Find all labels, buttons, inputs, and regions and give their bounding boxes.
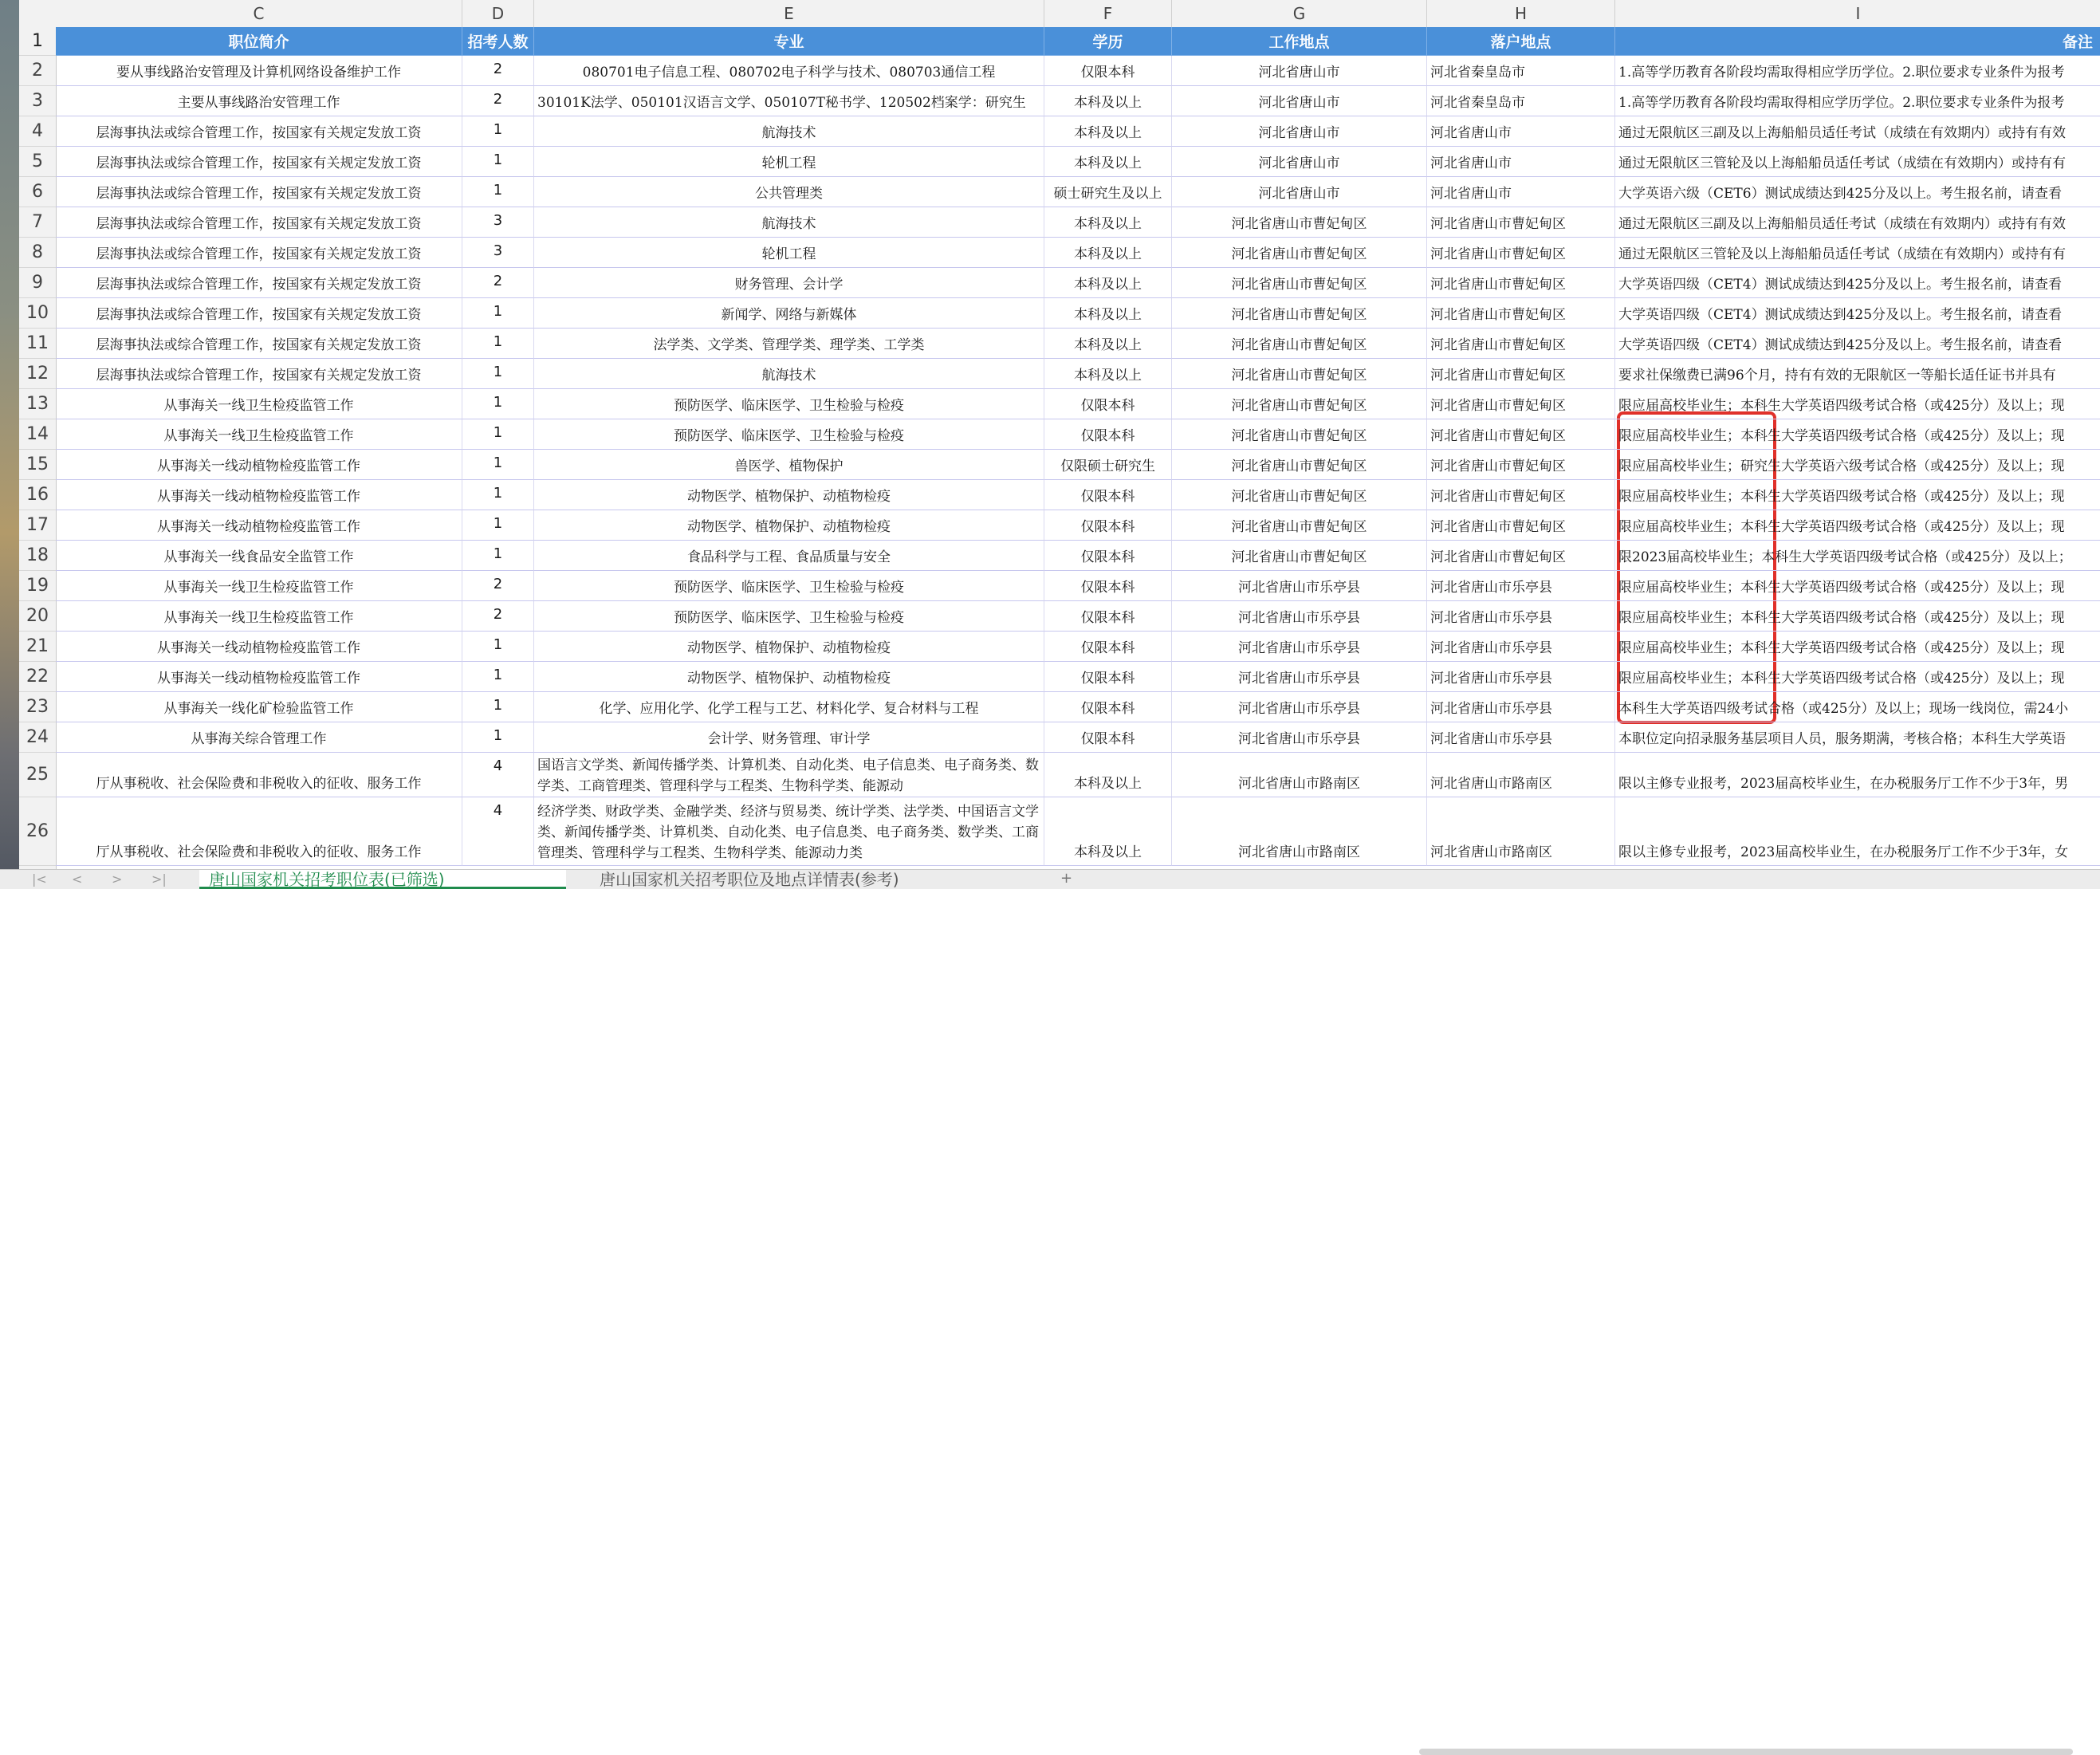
cell-i-row-7[interactable]: 通过无限航区三副及以上海船船员适任考试（成绩在有效期内）或持有有效 xyxy=(1615,207,2100,238)
cell-i-row-8[interactable]: 通过无限航区三管轮及以上海船船员适任考试（成绩在有效期内）或持有有 xyxy=(1615,238,2100,268)
cell-f-row-20[interactable]: 仅限本科 xyxy=(1044,601,1172,632)
cell-e-row-16[interactable]: 动物医学、植物保护、动植物检疫 xyxy=(534,480,1044,510)
cell-f-row-25[interactable]: 本科及以上 xyxy=(1044,753,1172,797)
spreadsheet xyxy=(19,0,2100,869)
row-number[interactable]: 25 xyxy=(19,753,56,797)
cell-i-row-22[interactable]: 限应届高校毕业生；本科生大学英语四级考试合格（或425分）及以上；现 xyxy=(1615,662,2100,692)
cell-d-row-4[interactable]: 1 xyxy=(462,116,534,147)
cell-g-row-19[interactable]: 河北省唐山市乐亭县 xyxy=(1172,571,1427,601)
column-letter-i[interactable]: I xyxy=(1615,0,2100,27)
cell-h-row-25[interactable]: 河北省唐山市路南区 xyxy=(1427,753,1615,797)
cell-e-row-22[interactable]: 动物医学、植物保护、动植物检疫 xyxy=(534,662,1044,692)
cell-c-row-5[interactable]: 层海事执法或综合管理工作，按国家有关规定发放工资 xyxy=(56,147,462,177)
cell-g-row-2[interactable]: 河北省唐山市 xyxy=(1172,56,1427,86)
row-number[interactable]: 13 xyxy=(19,389,56,419)
cell-g-row-24[interactable]: 河北省唐山市乐亭县 xyxy=(1172,722,1427,753)
cell-e-row-4[interactable]: 航海技术 xyxy=(534,116,1044,147)
cell-f-row-17[interactable]: 仅限本科 xyxy=(1044,510,1172,541)
cell-i-row-11[interactable]: 大学英语四级（CET4）测试成绩达到425分及以上。考生报名前，请查看 xyxy=(1615,329,2100,359)
cell-e-row-5[interactable]: 轮机工程 xyxy=(534,147,1044,177)
cell-f-row-22[interactable]: 仅限本科 xyxy=(1044,662,1172,692)
cell-d-row-10[interactable]: 1 xyxy=(462,298,534,329)
cell-h-row-4[interactable]: 河北省唐山市 xyxy=(1427,116,1615,147)
row-number[interactable]: 23 xyxy=(19,692,56,722)
cell-f-row-4[interactable]: 本科及以上 xyxy=(1044,116,1172,147)
cell-f-row-2[interactable]: 仅限本科 xyxy=(1044,56,1172,86)
header-cell-d[interactable]: 招考人数 xyxy=(462,27,534,56)
row-number-gutter xyxy=(19,27,57,869)
cell-c-row-7[interactable]: 层海事执法或综合管理工作，按国家有关规定发放工资 xyxy=(56,207,462,238)
cell-d-row-2[interactable]: 2 xyxy=(462,56,534,86)
cell-g-row-9[interactable]: 河北省唐山市曹妃甸区 xyxy=(1172,268,1427,298)
cell-c-row-25[interactable]: 厅从事税收、社会保险费和非税收入的征收、服务工作 xyxy=(56,753,462,797)
cell-c-row-13[interactable]: 从事海关一线卫生检疫监管工作 xyxy=(56,389,462,419)
cell-c-row-10[interactable]: 层海事执法或综合管理工作，按国家有关规定发放工资 xyxy=(56,298,462,329)
desktop-background xyxy=(0,0,19,888)
cell-h-row-11[interactable]: 河北省唐山市曹妃甸区 xyxy=(1427,329,1615,359)
cell-g-row-10[interactable]: 河北省唐山市曹妃甸区 xyxy=(1172,298,1427,329)
cell-e-row-18[interactable]: 食品科学与工程、食品质量与安全 xyxy=(534,541,1044,571)
cell-d-row-18[interactable]: 1 xyxy=(462,541,534,571)
column-header-bar xyxy=(19,0,2100,28)
cell-c-row-14[interactable]: 从事海关一线卫生检疫监管工作 xyxy=(56,419,462,450)
cell-h-row-12[interactable]: 河北省唐山市曹妃甸区 xyxy=(1427,359,1615,389)
cell-e-row-10[interactable]: 新闻学、网络与新媒体 xyxy=(534,298,1044,329)
cell-c-row-12[interactable]: 层海事执法或综合管理工作，按国家有关规定发放工资 xyxy=(56,359,462,389)
cell-e-row-15[interactable]: 兽医学、植物保护 xyxy=(534,450,1044,480)
cell-c-row-3[interactable]: 主要从事线路治安管理工作 xyxy=(56,86,462,116)
cell-c-row-21[interactable]: 从事海关一线动植物检疫监管工作 xyxy=(56,632,462,662)
cell-i-row-25[interactable]: 限以主修专业报考，2023届高校毕业生，在办税服务厅工作不少于3年，男 xyxy=(1615,753,2100,797)
cell-i-row-13[interactable]: 限应届高校毕业生；本科生大学英语四级考试合格（或425分）及以上；现 xyxy=(1615,389,2100,419)
cell-i-row-24[interactable]: 本职位定向招录服务基层项目人员，服务期满，考核合格；本科生大学英语 xyxy=(1615,722,2100,753)
cell-f-row-16[interactable]: 仅限本科 xyxy=(1044,480,1172,510)
cell-c-row-22[interactable]: 从事海关一线动植物检疫监管工作 xyxy=(56,662,462,692)
cell-g-row-26[interactable]: 河北省唐山市路南区 xyxy=(1172,797,1427,866)
row-number[interactable]: 24 xyxy=(19,722,56,753)
sheet-tab-active[interactable]: 唐山国家机关招考职位表(已筛选) xyxy=(199,870,566,889)
cell-i-row-4[interactable]: 通过无限航区三副及以上海船船员适任考试（成绩在有效期内）或持有有效 xyxy=(1615,116,2100,147)
cell-d-row-25[interactable]: 4 xyxy=(462,753,534,797)
cell-c-row-20[interactable]: 从事海关一线卫生检疫监管工作 xyxy=(56,601,462,632)
cell-c-row-2[interactable]: 要从事线路治安管理及计算机网络设备维护工作 xyxy=(56,56,462,86)
row-number[interactable]: 17 xyxy=(19,510,56,541)
cell-e-row-2[interactable]: 080701电子信息工程、080702电子科学与技术、080703通信工程 xyxy=(534,56,1044,86)
cell-f-row-19[interactable]: 仅限本科 xyxy=(1044,571,1172,601)
cell-c-row-23[interactable]: 从事海关一线化矿检验监管工作 xyxy=(56,692,462,722)
next-sheet-arrow-icon[interactable]: > xyxy=(112,872,123,887)
cell-c-row-26[interactable]: 厅从事税收、社会保险费和非税收入的征收、服务工作 xyxy=(56,797,462,866)
cell-d-row-17[interactable]: 1 xyxy=(462,510,534,541)
cell-e-row-20[interactable]: 预防医学、临床医学、卫生检验与检疫 xyxy=(534,601,1044,632)
cell-c-row-4[interactable]: 层海事执法或综合管理工作，按国家有关规定发放工资 xyxy=(56,116,462,147)
cell-d-row-6[interactable]: 1 xyxy=(462,177,534,207)
cell-h-row-9[interactable]: 河北省唐山市曹妃甸区 xyxy=(1427,268,1615,298)
cell-f-row-23[interactable]: 仅限本科 xyxy=(1044,692,1172,722)
cell-f-row-18[interactable]: 仅限本科 xyxy=(1044,541,1172,571)
cell-c-row-16[interactable]: 从事海关一线动植物检疫监管工作 xyxy=(56,480,462,510)
cell-i-row-12[interactable]: 要求社保缴费已满96个月，持有有效的无限航区一等船长适任证书并具有 xyxy=(1615,359,2100,389)
cell-d-row-15[interactable]: 1 xyxy=(462,450,534,480)
row-number[interactable]: 22 xyxy=(19,662,56,692)
cell-e-row-17[interactable]: 动物医学、植物保护、动植物检疫 xyxy=(534,510,1044,541)
first-sheet-arrow-icon[interactable]: |< xyxy=(32,872,47,887)
cell-g-row-11[interactable]: 河北省唐山市曹妃甸区 xyxy=(1172,329,1427,359)
header-cell-c[interactable]: 职位简介 xyxy=(56,27,462,56)
cell-i-row-19[interactable]: 限应届高校毕业生；本科生大学英语四级考试合格（或425分）及以上；现 xyxy=(1615,571,2100,601)
cell-f-row-11[interactable]: 本科及以上 xyxy=(1044,329,1172,359)
column-letter-e[interactable]: E xyxy=(534,0,1044,27)
cell-i-row-14[interactable]: 限应届高校毕业生；本科生大学英语四级考试合格（或425分）及以上；现 xyxy=(1615,419,2100,450)
cell-g-row-15[interactable]: 河北省唐山市曹妃甸区 xyxy=(1172,450,1427,480)
cell-h-row-5[interactable]: 河北省唐山市 xyxy=(1427,147,1615,177)
cell-g-row-14[interactable]: 河北省唐山市曹妃甸区 xyxy=(1172,419,1427,450)
cell-g-row-8[interactable]: 河北省唐山市曹妃甸区 xyxy=(1172,238,1427,268)
cell-d-row-23[interactable]: 1 xyxy=(462,692,534,722)
row-number[interactable]: 7 xyxy=(19,207,56,238)
last-sheet-arrow-icon[interactable]: >| xyxy=(151,872,167,887)
cell-h-row-22[interactable]: 河北省唐山市乐亭县 xyxy=(1427,662,1615,692)
prev-sheet-arrow-icon[interactable]: < xyxy=(72,872,83,887)
cell-g-row-6[interactable]: 河北省唐山市 xyxy=(1172,177,1427,207)
row-number[interactable]: 1 xyxy=(19,27,56,56)
cell-i-row-6[interactable]: 大学英语六级（CET6）测试成绩达到425分及以上。考生报名前，请查看 xyxy=(1615,177,2100,207)
cell-g-row-5[interactable]: 河北省唐山市 xyxy=(1172,147,1427,177)
cell-e-row-8[interactable]: 轮机工程 xyxy=(534,238,1044,268)
cell-i-row-23[interactable]: 本科生大学英语四级考试合格（或425分）及以上；现场一线岗位，需24小 xyxy=(1615,692,2100,722)
cell-c-row-8[interactable]: 层海事执法或综合管理工作，按国家有关规定发放工资 xyxy=(56,238,462,268)
cell-e-row-3[interactable]: 30101K法学、050101汉语言文学、050107T秘书学、120502档案学：研究生 xyxy=(534,86,1044,116)
cell-h-row-6[interactable]: 河北省唐山市 xyxy=(1427,177,1615,207)
cell-d-row-13[interactable]: 1 xyxy=(462,389,534,419)
cell-grid xyxy=(56,27,2100,869)
cell-g-row-3[interactable]: 河北省唐山市 xyxy=(1172,86,1427,116)
row-number[interactable]: 20 xyxy=(19,601,56,632)
cell-f-row-10[interactable]: 本科及以上 xyxy=(1044,298,1172,329)
row-number[interactable]: 11 xyxy=(19,329,56,359)
column-letter-h[interactable]: H xyxy=(1427,0,1615,27)
sheet-tab-bar xyxy=(0,869,2100,889)
header-cell-e[interactable]: 专业 xyxy=(534,27,1044,56)
cell-h-row-7[interactable]: 河北省唐山市曹妃甸区 xyxy=(1427,207,1615,238)
cell-f-row-26[interactable]: 本科及以上 xyxy=(1044,797,1172,866)
cell-i-row-9[interactable]: 大学英语四级（CET4）测试成绩达到425分及以上。考生报名前，请查看 xyxy=(1615,268,2100,298)
row-number[interactable]: 12 xyxy=(19,359,56,389)
cell-i-row-17[interactable]: 限应届高校毕业生；本科生大学英语四级考试合格（或425分）及以上；现 xyxy=(1615,510,2100,541)
cell-g-row-20[interactable]: 河北省唐山市乐亭县 xyxy=(1172,601,1427,632)
row-number[interactable]: 8 xyxy=(19,238,56,268)
cell-d-row-21[interactable]: 1 xyxy=(462,632,534,662)
cell-i-row-20[interactable]: 限应届高校毕业生；本科生大学英语四级考试合格（或425分）及以上；现 xyxy=(1615,601,2100,632)
cell-f-row-24[interactable]: 仅限本科 xyxy=(1044,722,1172,753)
cell-e-row-14[interactable]: 预防医学、临床医学、卫生检验与检疫 xyxy=(534,419,1044,450)
cell-g-row-12[interactable]: 河北省唐山市曹妃甸区 xyxy=(1172,359,1427,389)
cell-i-row-21[interactable]: 限应届高校毕业生；本科生大学英语四级考试合格（或425分）及以上；现 xyxy=(1615,632,2100,662)
cell-f-row-13[interactable]: 仅限本科 xyxy=(1044,389,1172,419)
row-number[interactable]: 9 xyxy=(19,268,56,298)
cell-d-row-8[interactable]: 3 xyxy=(462,238,534,268)
cell-e-row-6[interactable]: 公共管理类 xyxy=(534,177,1044,207)
cell-d-row-3[interactable]: 2 xyxy=(462,86,534,116)
column-letter-c[interactable]: C xyxy=(56,0,462,27)
cell-c-row-24[interactable]: 从事海关综合管理工作 xyxy=(56,722,462,753)
cell-g-row-7[interactable]: 河北省唐山市曹妃甸区 xyxy=(1172,207,1427,238)
column-letter-d[interactable]: D xyxy=(462,0,534,27)
cell-c-row-6[interactable]: 层海事执法或综合管理工作，按国家有关规定发放工资 xyxy=(56,177,462,207)
cell-g-row-21[interactable]: 河北省唐山市乐亭县 xyxy=(1172,632,1427,662)
cell-d-row-7[interactable]: 3 xyxy=(462,207,534,238)
cell-e-row-11[interactable]: 法学类、文学类、管理学类、理学类、工学类 xyxy=(534,329,1044,359)
cell-g-row-18[interactable]: 河北省唐山市曹妃甸区 xyxy=(1172,541,1427,571)
column-letter-f[interactable]: F xyxy=(1044,0,1172,27)
cell-d-row-11[interactable]: 1 xyxy=(462,329,534,359)
cell-e-row-12[interactable]: 航海技术 xyxy=(534,359,1044,389)
cell-d-row-9[interactable]: 2 xyxy=(462,268,534,298)
row-number[interactable]: 19 xyxy=(19,571,56,601)
cell-f-row-3[interactable]: 本科及以上 xyxy=(1044,86,1172,116)
header-cell-g[interactable]: 工作地点 xyxy=(1172,27,1427,56)
row-number[interactable]: 4 xyxy=(19,116,56,147)
cell-g-row-22[interactable]: 河北省唐山市乐亭县 xyxy=(1172,662,1427,692)
cell-e-row-23[interactable]: 化学、应用化学、化学工程与工艺、材料化学、复合材料与工程 xyxy=(534,692,1044,722)
cell-h-row-20[interactable]: 河北省唐山市乐亭县 xyxy=(1427,601,1615,632)
cell-h-row-13[interactable]: 河北省唐山市曹妃甸区 xyxy=(1427,389,1615,419)
cell-f-row-6[interactable]: 硕士研究生及以上 xyxy=(1044,177,1172,207)
cell-e-row-24[interactable]: 会计学、财务管理、审计学 xyxy=(534,722,1044,753)
row-number[interactable]: 2 xyxy=(19,56,56,86)
cell-d-row-24[interactable]: 1 xyxy=(462,722,534,753)
cell-d-row-12[interactable]: 1 xyxy=(462,359,534,389)
cell-e-row-13[interactable]: 预防医学、临床医学、卫生检验与检疫 xyxy=(534,389,1044,419)
cell-g-row-4[interactable]: 河北省唐山市 xyxy=(1172,116,1427,147)
header-cell-f[interactable]: 学历 xyxy=(1044,27,1172,56)
row-number[interactable]: 16 xyxy=(19,480,56,510)
cell-h-row-8[interactable]: 河北省唐山市曹妃甸区 xyxy=(1427,238,1615,268)
cell-e-row-26[interactable]: 经济学类、财政学类、金融学类、经济与贸易类、统计学类、法学类、中国语言文学类、新闻传播学类、计算机类、自动化类、电子信息类、电子商务类、数学类、工商管理类、管理科学与工程类、生物科学类、能源动力类 xyxy=(534,797,1044,866)
cell-e-row-19[interactable]: 预防医学、临床医学、卫生检验与检疫 xyxy=(534,571,1044,601)
cell-i-row-15[interactable]: 限应届高校毕业生；研究生大学英语六级考试合格（或425分）及以上；现 xyxy=(1615,450,2100,480)
cell-g-row-25[interactable]: 河北省唐山市路南区 xyxy=(1172,753,1427,797)
cell-f-row-8[interactable]: 本科及以上 xyxy=(1044,238,1172,268)
cell-e-row-9[interactable]: 财务管理、会计学 xyxy=(534,268,1044,298)
cell-h-row-14[interactable]: 河北省唐山市曹妃甸区 xyxy=(1427,419,1615,450)
cell-e-row-7[interactable]: 航海技术 xyxy=(534,207,1044,238)
cell-d-row-26[interactable]: 4 xyxy=(462,797,534,866)
cell-h-row-19[interactable]: 河北省唐山市乐亭县 xyxy=(1427,571,1615,601)
cell-f-row-14[interactable]: 仅限本科 xyxy=(1044,419,1172,450)
cell-d-row-14[interactable]: 1 xyxy=(462,419,534,450)
cell-h-row-21[interactable]: 河北省唐山市乐亭县 xyxy=(1427,632,1615,662)
row-number[interactable]: 26 xyxy=(19,797,56,866)
cell-i-row-18[interactable]: 限2023届高校毕业生；本科生大学英语四级考试合格（或425分）及以上； xyxy=(1615,541,2100,571)
cell-h-row-10[interactable]: 河北省唐山市曹妃甸区 xyxy=(1427,298,1615,329)
cell-f-row-9[interactable]: 本科及以上 xyxy=(1044,268,1172,298)
cell-f-row-21[interactable]: 仅限本科 xyxy=(1044,632,1172,662)
cell-g-row-23[interactable]: 河北省唐山市乐亭县 xyxy=(1172,692,1427,722)
header-cell-h[interactable]: 落户地点 xyxy=(1427,27,1615,56)
cell-i-row-5[interactable]: 通过无限航区三管轮及以上海船船员适任考试（成绩在有效期内）或持有有 xyxy=(1615,147,2100,177)
cell-f-row-12[interactable]: 本科及以上 xyxy=(1044,359,1172,389)
cell-f-row-7[interactable]: 本科及以上 xyxy=(1044,207,1172,238)
cell-g-row-16[interactable]: 河北省唐山市曹妃甸区 xyxy=(1172,480,1427,510)
row-number[interactable]: 3 xyxy=(19,86,56,116)
cell-f-row-15[interactable]: 仅限硕士研究生 xyxy=(1044,450,1172,480)
cell-d-row-5[interactable]: 1 xyxy=(462,147,534,177)
cell-c-row-9[interactable]: 层海事执法或综合管理工作，按国家有关规定发放工资 xyxy=(56,268,462,298)
cell-h-row-2[interactable]: 河北省秦皇岛市 xyxy=(1427,56,1615,86)
cell-i-row-2[interactable]: 1.高等学历教育各阶段均需取得相应学历学位。2.职位要求专业条件为报考 xyxy=(1615,56,2100,86)
sheet-tab-inactive[interactable]: 唐山国家机关招考职位及地点详情表(参考) xyxy=(600,870,899,889)
cell-i-row-3[interactable]: 1.高等学历教育各阶段均需取得相应学历学位。2.职位要求专业条件为报考 xyxy=(1615,86,2100,116)
row-number[interactable]: 18 xyxy=(19,541,56,571)
cell-h-row-15[interactable]: 河北省唐山市曹妃甸区 xyxy=(1427,450,1615,480)
horizontal-scrollbar[interactable] xyxy=(1419,1749,2073,1755)
cell-c-row-15[interactable]: 从事海关一线动植物检疫监管工作 xyxy=(56,450,462,480)
cell-d-row-22[interactable]: 1 xyxy=(462,662,534,692)
cell-d-row-20[interactable]: 2 xyxy=(462,601,534,632)
row-number[interactable]: 21 xyxy=(19,632,56,662)
cell-g-row-17[interactable]: 河北省唐山市曹妃甸区 xyxy=(1172,510,1427,541)
cell-e-row-25[interactable]: 国语言文学类、新闻传播学类、计算机类、自动化类、电子信息类、电子商务类、数学类、工商管理类、管理科学与工程类、生物科学类、能源动 xyxy=(534,753,1044,797)
cell-h-row-18[interactable]: 河北省唐山市曹妃甸区 xyxy=(1427,541,1615,571)
cell-h-row-17[interactable]: 河北省唐山市曹妃甸区 xyxy=(1427,510,1615,541)
cell-h-row-16[interactable]: 河北省唐山市曹妃甸区 xyxy=(1427,480,1615,510)
cell-e-row-21[interactable]: 动物医学、植物保护、动植物检疫 xyxy=(534,632,1044,662)
header-cell-i[interactable]: 备注 xyxy=(1615,27,2100,56)
cell-c-row-19[interactable]: 从事海关一线卫生检疫监管工作 xyxy=(56,571,462,601)
cell-d-row-16[interactable]: 1 xyxy=(462,480,534,510)
cell-i-row-26[interactable]: 限以主修专业报考，2023届高校毕业生，在办税服务厅工作不少于3年，女 xyxy=(1615,797,2100,866)
cell-h-row-24[interactable]: 河北省唐山市乐亭县 xyxy=(1427,722,1615,753)
cell-g-row-13[interactable]: 河北省唐山市曹妃甸区 xyxy=(1172,389,1427,419)
cell-c-row-17[interactable]: 从事海关一线动植物检疫监管工作 xyxy=(56,510,462,541)
cell-f-row-5[interactable]: 本科及以上 xyxy=(1044,147,1172,177)
cell-h-row-26[interactable]: 河北省唐山市路南区 xyxy=(1427,797,1615,866)
column-letter-g[interactable]: G xyxy=(1172,0,1427,27)
row-number[interactable]: 6 xyxy=(19,177,56,207)
cell-d-row-19[interactable]: 2 xyxy=(462,571,534,601)
cell-h-row-3[interactable]: 河北省秦皇岛市 xyxy=(1427,86,1615,116)
add-sheet-icon[interactable]: + xyxy=(1060,870,1073,887)
row-number[interactable]: 5 xyxy=(19,147,56,177)
row-number[interactable]: 14 xyxy=(19,419,56,450)
row-number[interactable]: 15 xyxy=(19,450,56,480)
cell-i-row-16[interactable]: 限应届高校毕业生；本科生大学英语四级考试合格（或425分）及以上；现 xyxy=(1615,480,2100,510)
cell-c-row-18[interactable]: 从事海关一线食品安全监管工作 xyxy=(56,541,462,571)
row-number[interactable]: 10 xyxy=(19,298,56,329)
cell-c-row-11[interactable]: 层海事执法或综合管理工作，按国家有关规定发放工资 xyxy=(56,329,462,359)
cell-h-row-23[interactable]: 河北省唐山市乐亭县 xyxy=(1427,692,1615,722)
cell-i-row-10[interactable]: 大学英语四级（CET4）测试成绩达到425分及以上。考生报名前，请查看 xyxy=(1615,298,2100,329)
